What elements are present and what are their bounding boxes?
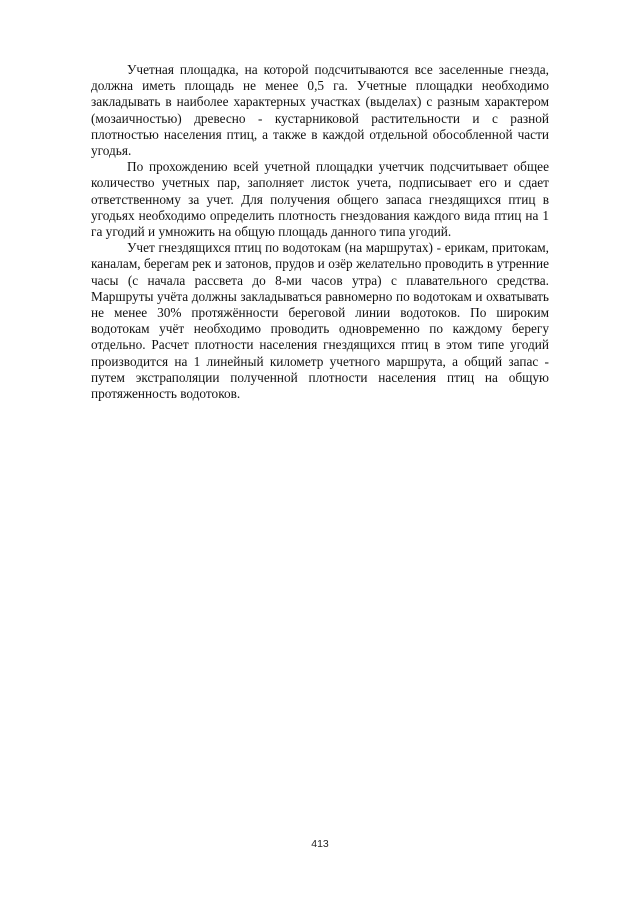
paragraph-plot-description: Учетная площадка, на которой подсчитываются все заселенные гнезда, должна иметь площадь не менее 0,5 га. Учетные площадки необходимо закладывать в наиболее характерных участках (выделах) с разным характером (мозаичностью) древесно - кустарниковой растительности и с разной плотностью населения птиц, а также в каждой отдельной обособленной части угодья. (91, 62, 549, 159)
page-number: 413 (311, 838, 329, 850)
paragraph-waterway-count: Учет гнездящихся птиц по водотокам (на маршрутах) - ерикам, притокам, каналам, берегам рек и затонов, прудов и озёр желательно проводить в утренние часы (с начала рассвета до 8-ми часов утра) с плавательного средства. Маршруты учёта должны закладываться равномерно по водотокам и охватывать не менее 30% протяжённости береговой линии водотоков. По широким водотокам учёт необходимо проводить одновременно по каждому берегу отдельно. Расчет плотности населения гнездящихся птиц в этом типе угодий производится на 1 линейный километр учетного маршрута, а общий запас - путем экстраполяции полученной плотности населения птиц на общую протяженность водотоков. (91, 240, 549, 402)
body-text (91, 62, 549, 402)
paragraph-plot-procedure: По прохождению всей учетной площадки учетчик подсчитывает общее количество учетных пар, заполняет листок учета, подписывает его и сдает ответственному за учет. Для получения общего запаса гнездящихся птиц в угодьях необходимо определить плотность гнездования каждого вида птиц на 1 га угодий и умножить на общую площадь данного типа угодий. (91, 159, 549, 240)
